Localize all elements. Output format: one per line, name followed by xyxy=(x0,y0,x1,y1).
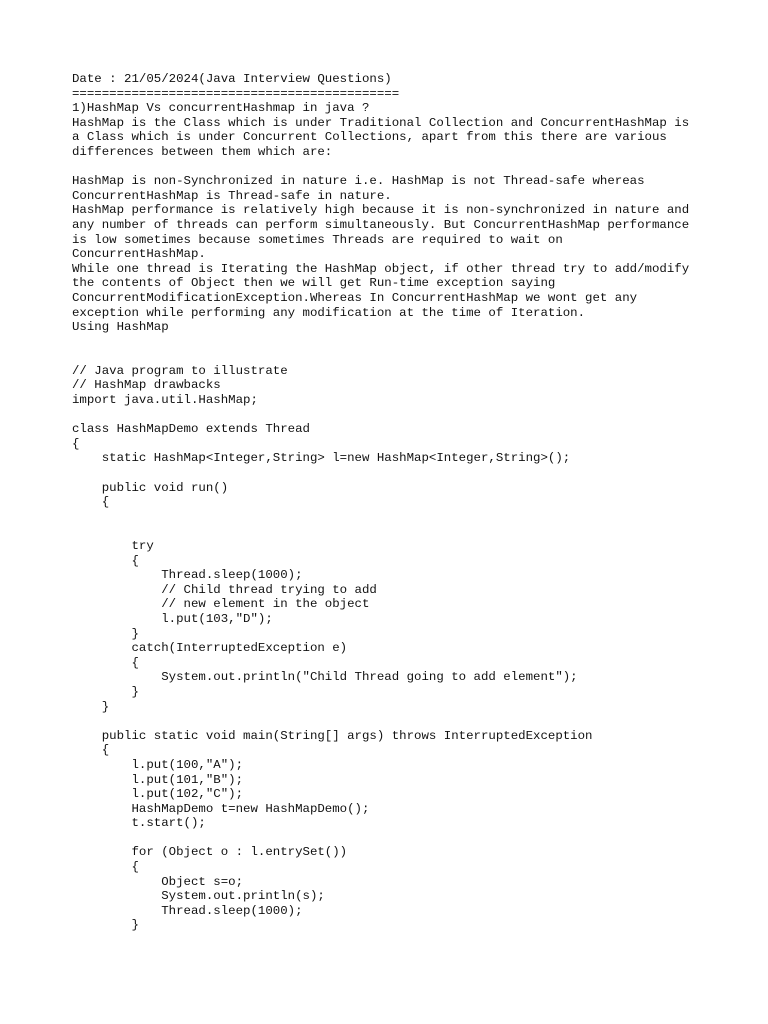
date-line: Date : 21/05/2024(Java Interview Questions) xyxy=(72,72,392,86)
separator-line: ============================================ xyxy=(72,86,400,101)
blank-line xyxy=(72,160,722,175)
blank-line xyxy=(72,349,722,364)
differences-text: HashMap is non-Synchronized in nature i.e. HashMap is not Thread-safe whereas ConcurrentHashMap is Thread-safe in nature. HashMap performance is relatively high because it is non-synchronized in nature and any number of threads can perform simultaneously. But ConcurrentHashMap performance is low sometimes because sometimes Threads are required to wait on ConcurrentHashMap. While one thread is Iterating the HashMap object, if other thread try to add/modify the contents of Object then we will get Run-time exception saying ConcurrentModificationException.Whereas In ConcurrentHashMap we wont get any exception while performing any modification at the time of Iteration. Using HashMap xyxy=(72,174,690,335)
document-page xyxy=(72,72,722,933)
blank-line xyxy=(72,335,722,350)
question-title: 1)HashMap Vs concurrentHashmap in java ? xyxy=(72,101,370,116)
question-intro: HashMap is the Class which is under Traditional Collection and ConcurrentHashMap is a Class which is under Concurrent Collections, apart from this there are various differences between them which are: xyxy=(72,115,690,159)
code-block: // Java program to illustrate // HashMap drawbacks import java.util.HashMap; class HashMapDemo extends Thread { static HashMap<Integer,String> l=new HashMap<Integer,String>(); public void run() { try { Thread.sleep(1000); // Child thread trying to add // new element in the object l.put(103,"D"); } catch(InterruptedException e) { System.out.println("Child Thread going to add element"); } } public static void main(String[] args) throws InterruptedException { l.put(100,"A"); l.put(101,"B"); l.put(102,"C"); HashMapDemo t=new HashMapDemo(); t.start(); for (Object o : l.entrySet()) { Object s=o; System.out.println(s); Thread.sleep(1000); } xyxy=(72,363,593,933)
